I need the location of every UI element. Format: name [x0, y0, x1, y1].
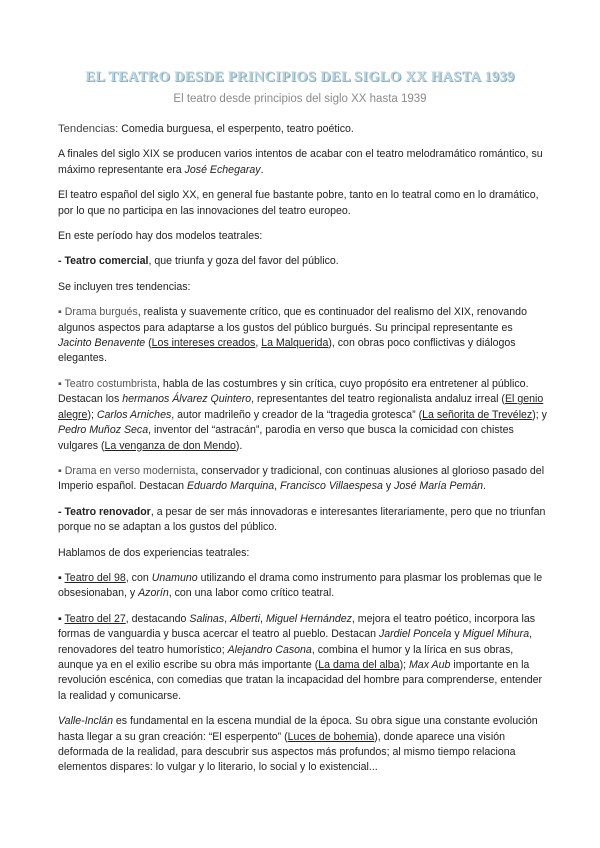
paragraph: Se incluyen tres tendencias: — [58, 280, 191, 293]
bullet: ▪ — [58, 612, 65, 625]
text: ▪ Drama burgués — [58, 306, 138, 319]
text: ▪ Drama en verso modernista — [58, 464, 196, 477]
text: ▪ Teatro costumbrista — [58, 377, 157, 390]
heading-inline: - Teatro renovador — [58, 505, 151, 518]
author-name: Francisco Villaespesa — [280, 480, 383, 493]
text: , conservador y tradicional, con continuas alusiones al glorioso pasado del Imperio español. Destacan — [58, 464, 545, 493]
text: , renovadores del teatro humorístico; — [58, 628, 533, 656]
text: A finales del siglo XIX se producen varios intentos de acabar con el teatro melodramático romántico, su máximo representante era — [58, 148, 543, 176]
paragraph: El teatro español del siglo XX, en general fue bastante pobre, tanto en lo teatral como en lo dramático, por lo que no participa en las innovaciones del teatro europeo. — [58, 189, 539, 217]
text: ), donde aparece una visión deformada de la realidad, para descubrir sus aspectos más profundos; al mismo tiempo relaciona elementos dispares: lo vulgar y lo literario, lo social y lo existencial... — [58, 730, 516, 774]
bullet: ▪ — [58, 571, 65, 584]
text: , que triunfa y goza del favor del público. — [148, 255, 339, 268]
page-subtitle: El teatro desde principios del siglo XX hasta 1939 — [173, 93, 427, 105]
author-name: Alejandro Casona — [227, 643, 312, 656]
text: . — [260, 163, 264, 176]
author-name: Alberti — [230, 612, 261, 625]
text: , con una labor como crítico teatral. — [168, 587, 335, 600]
text: y — [382, 480, 395, 493]
text: , mejora el teatro poético, incorpora las formas de vanguardia y busca acercar el teatro al pueblo. Destacan — [58, 612, 536, 641]
tendencias-text: Comedia burguesa, el esperpento, teatro poético. — [118, 123, 354, 135]
text: ). — [235, 439, 243, 452]
author-name: Carlos Arniches — [96, 408, 172, 421]
text: , a pesar de ser más innovadoras e interesantes literariamente, pero que no triunfan porque no se adaptan a los gustos del público. — [58, 505, 546, 534]
text: , habla de las costumbres y sin crítica, cuyo propósito era entretener al público. Destacan los — [58, 377, 529, 406]
list-item — [58, 377, 548, 454]
author-name: Salinas — [189, 612, 225, 625]
work-title: La señorita de Trevélez — [422, 408, 533, 421]
text: , destacando — [125, 612, 190, 625]
work-title: El genio alegre — [58, 393, 544, 421]
paragraph-tendencias — [58, 122, 548, 137]
text: , — [260, 612, 266, 625]
text: ); — [87, 408, 97, 421]
group-title: Teatro del 98 — [64, 571, 126, 584]
list-item — [58, 464, 548, 495]
author-name: Jacinto Benavente — [58, 337, 146, 350]
text: ( — [145, 337, 152, 350]
paragraph — [58, 254, 548, 269]
text: y — [451, 628, 463, 641]
author-name: Azorín — [138, 587, 169, 600]
paragraph — [58, 147, 548, 178]
author-name: Max Aub — [408, 658, 451, 671]
author-name: Valle-Inclán — [58, 715, 113, 728]
paragraph — [58, 714, 548, 776]
list-item — [58, 305, 548, 367]
text: . — [483, 480, 486, 493]
list-item — [58, 571, 548, 602]
text: , combina el humor y la lírica en sus obras, aunque ya en el exilio escribe su obra más importante ( — [58, 643, 514, 671]
author-name: Pedro Muñoz Seca — [58, 424, 149, 437]
author-name: Miguel Hernández — [265, 612, 352, 625]
list-item — [58, 612, 548, 704]
heading-inline: - Teatro comercial — [58, 255, 149, 268]
paragraph — [58, 505, 548, 536]
text: utilizando el drama como instrumento para plasmar los problemas que le obsesionaban, y — [58, 571, 543, 600]
paragraph: En este período hay dos modelos teatrales: — [58, 230, 263, 243]
text: es fundamental en la escena mundial de la época. Su obra sigue una constante evolución hasta llegar a su gran creación: “El esperpento” ( — [58, 715, 538, 743]
text: , realista y suavemente crítico, que es continuador del realismo del XIX, renovando algunos aspectos para adaptarse a los gustos del público burgués. Su principal representante es — [58, 306, 527, 334]
text: , inventor del “astracán”, parodia en verso que busca la comicidad con chistes vulgares ( — [58, 424, 514, 452]
text: , — [274, 480, 281, 493]
tendencias-label: Tendencias: — [58, 123, 119, 135]
author-name: Unamuno — [151, 571, 198, 584]
text: ); y — [532, 408, 547, 421]
page-title: EL TEATRO DESDE PRINCIPIOS DEL SIGLO XX HASTA 1939 — [85, 69, 515, 85]
document-body — [58, 122, 548, 782]
author-name: Eduardo Marquina — [186, 480, 275, 493]
text: , — [255, 337, 262, 350]
text: , con — [125, 571, 152, 584]
author-name: hermanos Álvarez Quintero — [122, 393, 252, 406]
paragraph: Hablamos de dos experiencias teatrales: — [58, 546, 250, 559]
text: , autor madrileño y creador de la “tragedia grotesca” ( — [171, 408, 423, 421]
author-name: Jardiel Poncela — [378, 628, 452, 641]
text: importante en la revolución escénica, con comedias que tratan la incapacidad del hombre para comprenderse, entender la realidad y comunicarse. — [58, 658, 543, 702]
group-title: Teatro del 27 — [64, 612, 126, 625]
text: ), con obras poco conflictivas y diálogos elegantes. — [58, 337, 516, 365]
work-title: Luces de bohemia — [287, 730, 375, 743]
text: ); — [399, 658, 409, 671]
work-title: Los intereses creados — [151, 337, 256, 350]
work-title: La dama del alba — [318, 658, 400, 671]
work-title: La venganza de don Mendo — [104, 439, 236, 452]
work-title: La Malquerida — [261, 337, 329, 350]
text: , representantes del teatro regionalista andaluz irreal ( — [251, 393, 505, 406]
author-name: José María Pemán — [394, 480, 483, 493]
author-name: Miguel Mihura — [462, 628, 530, 641]
author-name: José Echegaray — [184, 163, 261, 176]
text: , — [224, 612, 231, 625]
